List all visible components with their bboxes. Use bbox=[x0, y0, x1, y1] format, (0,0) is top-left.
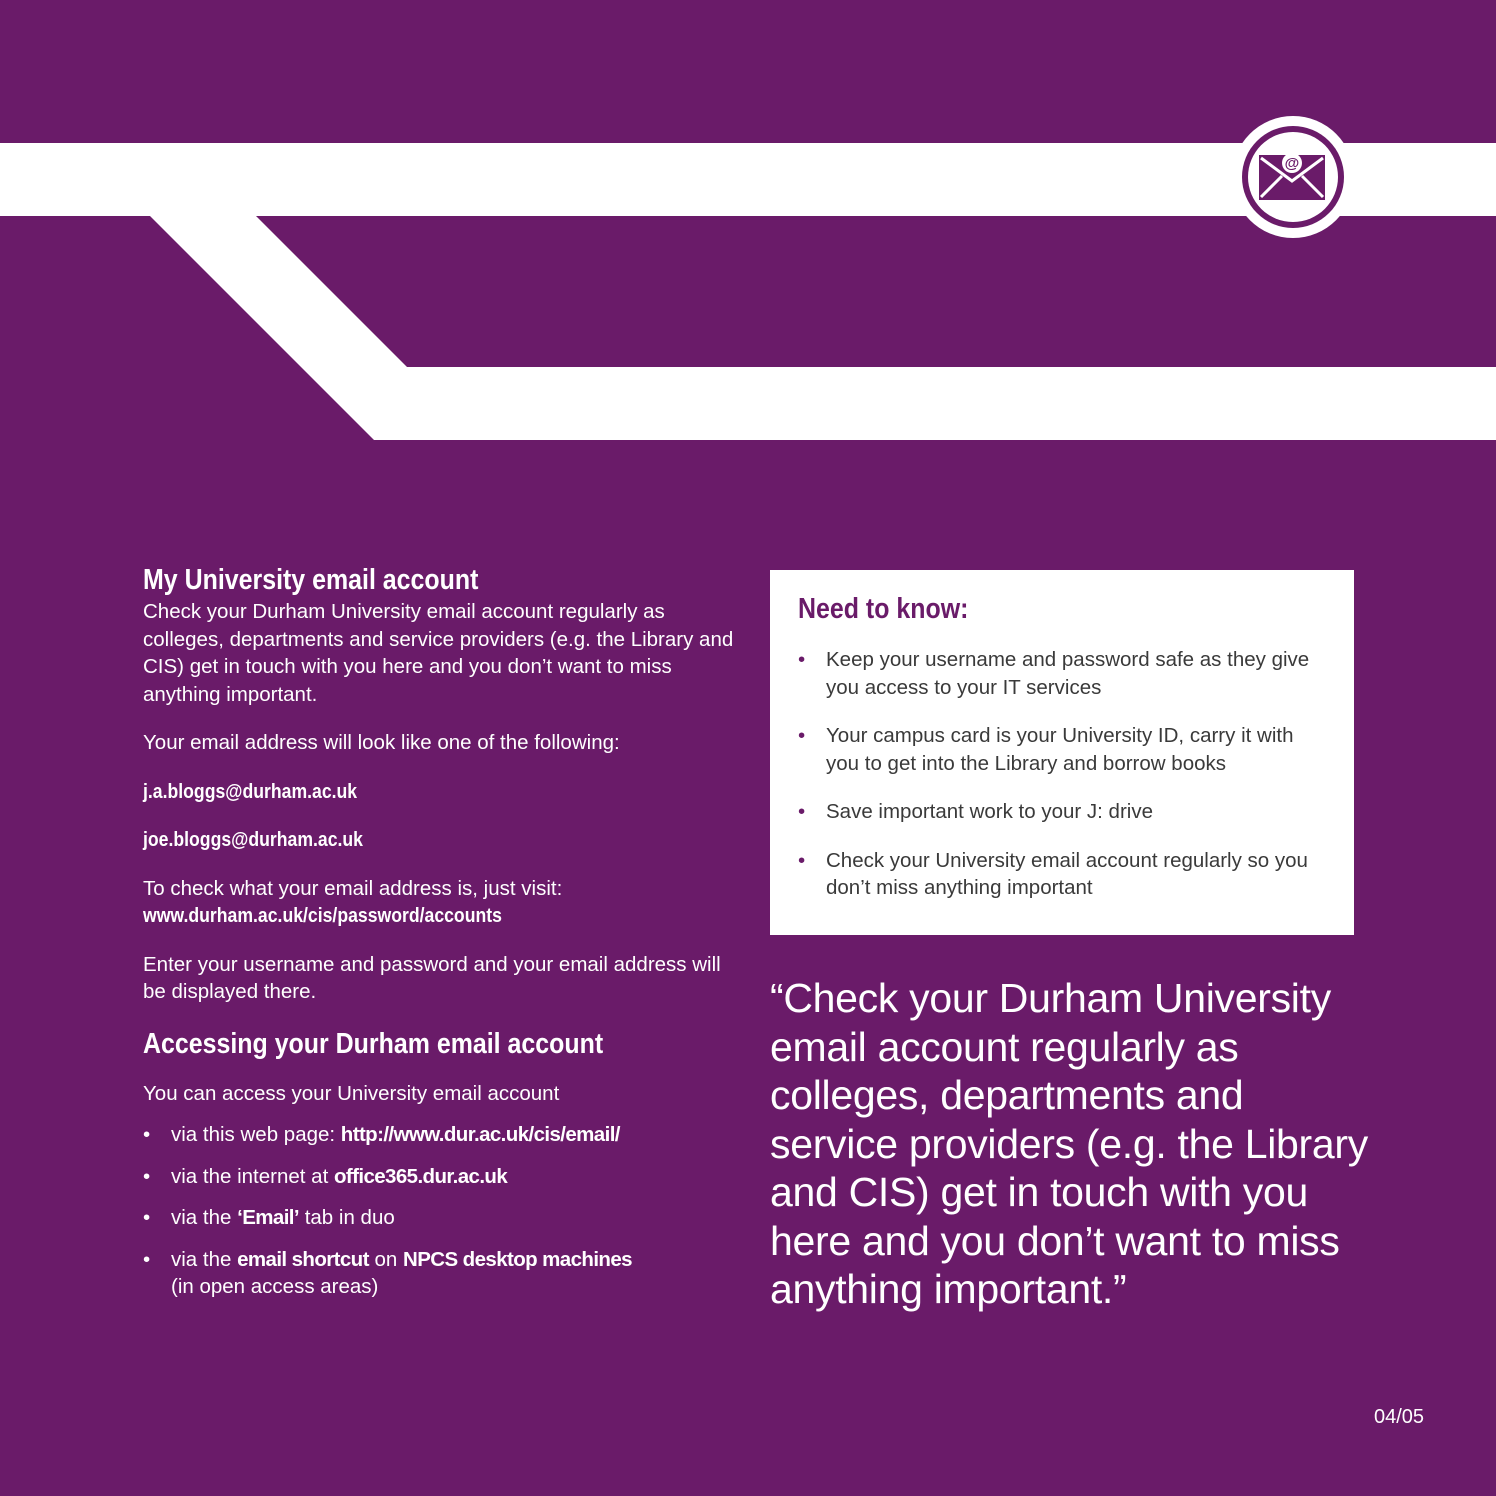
enter-credentials-text: Enter your username and password and your email address will be displayed there. bbox=[143, 952, 721, 1003]
page-number: 04/05 bbox=[1374, 1406, 1425, 1428]
check-url-link[interactable]: www.durham.ac.uk/cis/password/accounts bbox=[143, 904, 502, 927]
need-to-know-list bbox=[798, 646, 1326, 902]
list-item-text: via the internet at bbox=[171, 1164, 334, 1188]
svg-text:@: @ bbox=[1284, 155, 1300, 172]
list-item-text: Your campus card is your University ID, carry it with you to get into the Library and borrow books bbox=[826, 724, 1294, 775]
list-item bbox=[798, 646, 1326, 701]
diagonal-white-band bbox=[150, 216, 1496, 440]
intro-paragraph: Check your Durham University email account regularly as colleges, departments and service providers (e.g. the Library and CIS) get in touch with you here and you don’t want to miss anything important. bbox=[143, 600, 734, 706]
bullet: • bbox=[798, 724, 806, 747]
address-intro-text: Your email address will look like one of the following: bbox=[143, 731, 620, 754]
list-item-text: (in open access areas) bbox=[171, 1275, 379, 1298]
bullet: • bbox=[143, 1123, 151, 1146]
list-item-text: Check your University email account regularly so you don’t miss anything important bbox=[826, 848, 1308, 899]
list-item bbox=[143, 1204, 743, 1232]
email-shortcut-label: email shortcut bbox=[237, 1247, 369, 1271]
list-item bbox=[143, 1121, 743, 1149]
list-item-text: Keep your username and password safe as they give you access to your IT services bbox=[826, 648, 1310, 699]
list-item bbox=[798, 722, 1326, 777]
list-item bbox=[798, 798, 1326, 826]
email-tab-label: ‘Email’ bbox=[237, 1206, 299, 1229]
need-to-know-box bbox=[770, 570, 1354, 935]
web-page-link[interactable]: http://www.dur.ac.uk/cis/email/ bbox=[340, 1123, 620, 1146]
bullet: • bbox=[143, 1206, 151, 1229]
bullet: • bbox=[143, 1164, 151, 1188]
list-item bbox=[798, 847, 1326, 902]
list-item-text: via the bbox=[171, 1206, 238, 1229]
list-item-text: Save important work to your J: drive bbox=[826, 800, 1153, 823]
access-intro-text: You can access your University email account bbox=[143, 1081, 560, 1105]
list-item-text: via this web page: bbox=[171, 1123, 341, 1146]
section-title-email-account: My University email account bbox=[143, 564, 479, 596]
access-methods-list bbox=[143, 1121, 743, 1301]
bullet: • bbox=[798, 800, 806, 823]
bullet: • bbox=[798, 848, 806, 872]
npcs-machines-label: NPCS desktop machines bbox=[403, 1247, 632, 1271]
list-item bbox=[143, 1246, 743, 1301]
need-to-know-title: Need to know: bbox=[798, 593, 969, 625]
list-item-text: on bbox=[368, 1247, 404, 1271]
list-item-text: via the bbox=[171, 1247, 238, 1271]
example-address-2: joe.bloggs@durham.ac.uk bbox=[143, 828, 363, 851]
section-title-accessing-email: Accessing your Durham email account bbox=[143, 1027, 604, 1060]
bullet: • bbox=[143, 1247, 151, 1271]
left-column bbox=[143, 562, 743, 1301]
email-envelope-at-icon bbox=[1232, 116, 1354, 238]
list-item bbox=[143, 1163, 743, 1191]
bullet: • bbox=[798, 648, 806, 671]
office365-link[interactable]: office365.dur.ac.uk bbox=[333, 1164, 508, 1188]
example-address-1: j.a.bloggs@durham.ac.uk bbox=[143, 779, 358, 803]
list-item-text: tab in duo bbox=[299, 1206, 395, 1229]
pull-quote: “Check your Durham University email account regularly as colleges, departments and service providers (e.g. the Library and CIS) get in touch with you here and you don’t want to miss anything important.” bbox=[770, 975, 1368, 1312]
check-intro-text: To check what your email address is, just visit: bbox=[143, 876, 563, 900]
